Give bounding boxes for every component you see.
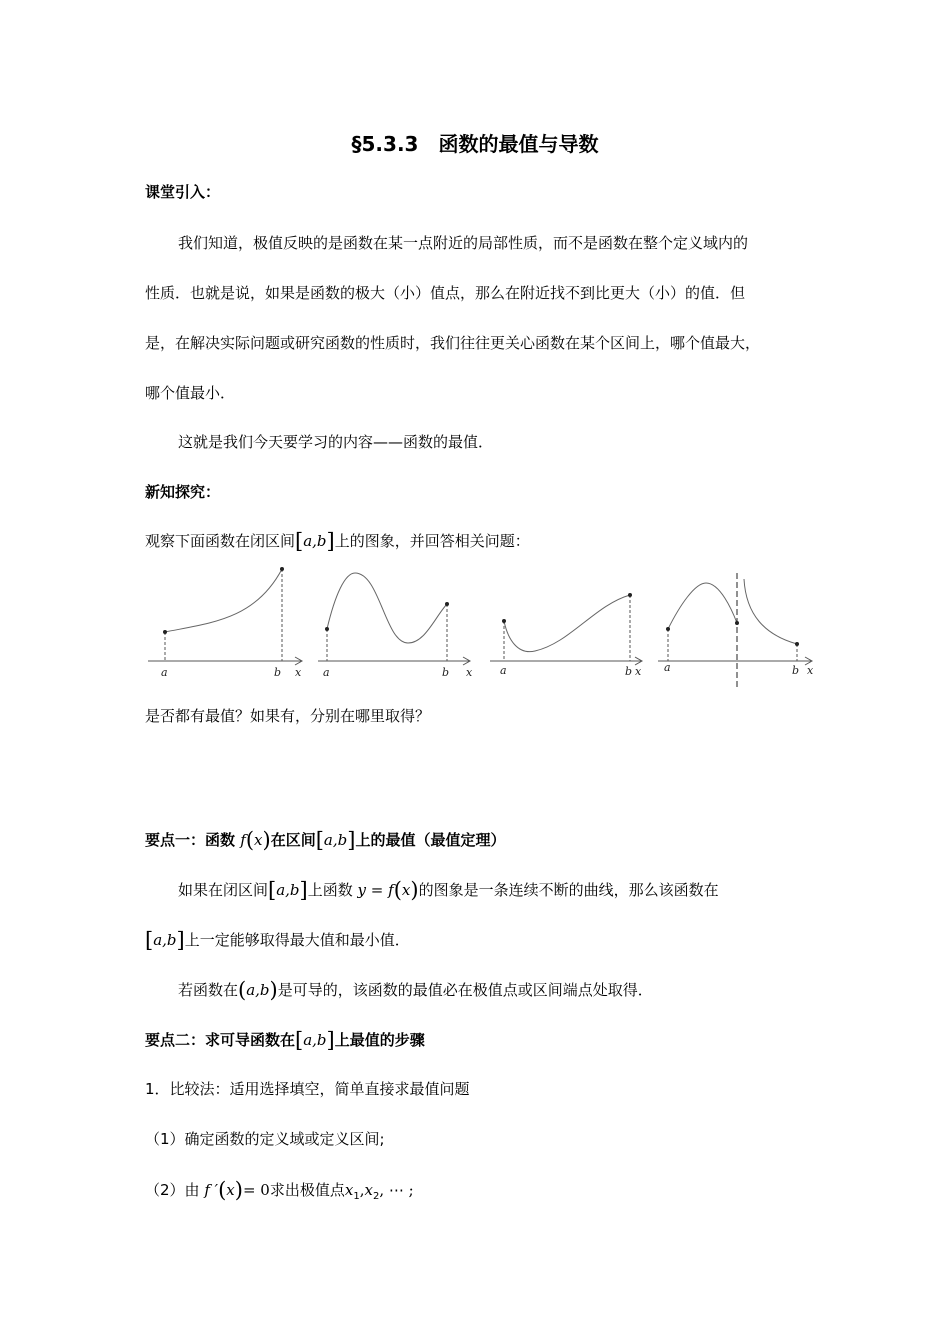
interval-ab: a,b [303, 532, 327, 550]
math-f-prime: f ′ [204, 1181, 219, 1199]
intro-line-3: 是，在解决实际问题或研究函数的性质时，我们往往更关心函数在某个区间上，哪个值最大， [145, 334, 761, 352]
interval-ab: a,b [153, 931, 177, 949]
point2-step-1: （1）确定函数的定义域或定义区间; [145, 1130, 385, 1148]
right-bracket: ] [326, 1028, 335, 1052]
observe-line [145, 527, 530, 551]
right-paren: ) [269, 978, 278, 1002]
graph3-label-x: x [635, 665, 642, 678]
right-paren: ) [410, 878, 419, 902]
graph3-point-a [502, 619, 506, 623]
point1-heading-pre: 要点一：函数 [145, 831, 236, 849]
point2-step-2 [145, 1176, 414, 1202]
graph4-label-x: x [807, 664, 814, 677]
graph4-point-disc [735, 621, 739, 625]
math-x: x [254, 831, 263, 849]
graph1-label-a: a [161, 666, 168, 679]
point1-line-2 [145, 926, 410, 950]
left-bracket: [ [315, 828, 324, 852]
page-title: §5.3.3 函数的最值与导数 [351, 132, 599, 156]
math-eq-zero: = 0 [242, 1181, 270, 1199]
left-paren: ( [245, 828, 255, 852]
graph2-label-a: a [323, 666, 330, 679]
graph3-label-a: a [500, 664, 507, 677]
graph2-curve [327, 573, 447, 643]
point2-step2-pre: （2）由 [145, 1181, 200, 1199]
point2-heading-pre: 要点二：求可导函数在 [145, 1031, 296, 1049]
observe-pre-text: 观察下面函数在闭区间 [145, 532, 296, 550]
intro-heading: 课堂引入： [145, 183, 221, 201]
comma: , [359, 1181, 365, 1199]
point1-line3-pre: 若函数在 [178, 981, 239, 999]
point2-step2-mid: 求出极值点 [269, 1181, 345, 1199]
graph3-label-b: b [625, 665, 633, 678]
right-paren: ) [262, 828, 271, 852]
graph4-label-b: b [792, 664, 800, 677]
point1-line1-post: 的图象是一条连续不断的曲线，那么该函数在 [418, 881, 719, 899]
point1-line2-post: 上一定能够取得最大值和最小值． [184, 931, 410, 949]
graph4-point-b [795, 642, 799, 646]
ellipsis: , ⋯ ; [379, 1181, 414, 1199]
graph3-point-b [628, 593, 632, 597]
point2-heading [145, 1026, 425, 1050]
interval-ab: a,b [276, 881, 300, 899]
left-paren: ( [238, 978, 247, 1002]
observe-post-text: 上的图象，并回答相关问题： [334, 532, 530, 550]
graph1-point-b [280, 567, 284, 571]
intro-line-4: 哪个值最小． [145, 384, 236, 402]
math-x: x [401, 881, 411, 899]
graph1-curve [165, 569, 282, 632]
point1-line-1 [178, 876, 719, 900]
graph4-curve-left [668, 583, 737, 629]
interval-ab: a,b [303, 1031, 327, 1049]
math-f: f [240, 831, 246, 849]
point1-line3-post: 是可导的，该函数的最值必在极值点或区间端点处取得． [277, 981, 653, 999]
right-bracket: ] [176, 928, 185, 952]
point1-line1-pre: 如果在闭区间 [178, 881, 269, 899]
math-y-eq-f: y = f [357, 881, 394, 899]
graph4-curve-right [744, 579, 797, 644]
point1-heading-mid: 在区间 [270, 831, 316, 849]
left-paren: ( [393, 878, 402, 902]
explore-question: 是否都有最值？如果有，分别在哪里取得？ [145, 707, 431, 725]
function-graphs-figure [140, 565, 830, 695]
left-bracket: [ [268, 878, 277, 902]
graph2-label-x: x [466, 666, 473, 679]
point1-heading [145, 826, 505, 850]
point1-heading-post: 上的最值（最值定理） [355, 831, 506, 849]
right-bracket: ] [347, 828, 356, 852]
right-bracket: ] [326, 529, 335, 553]
intro-line-5: 这就是我们今天要学习的内容——函数的最值． [178, 433, 494, 451]
graph2-point-a [325, 627, 329, 631]
point2-item-1: 1．比较法：适用选择填空，简单直接求最值问题 [145, 1080, 470, 1098]
graph4-point-a [666, 627, 670, 631]
left-bracket: [ [145, 928, 154, 952]
graph1-label-b: b [274, 666, 282, 679]
point1-line-3 [178, 976, 653, 1000]
left-bracket: [ [295, 529, 304, 553]
left-bracket: [ [295, 1028, 304, 1052]
left-paren: ( [218, 1178, 227, 1202]
math-x1: x [344, 1181, 354, 1199]
graph2-point-b [445, 602, 449, 606]
interval-ab: a,b [323, 831, 348, 849]
intro-line-2: 性质．也就是说，如果是函数的极大（小）值点，那么在附近找不到比更大（小）的值．但 [145, 284, 746, 302]
subscript-2: 2 [372, 1191, 380, 1202]
point2-heading-post: 上最值的步骤 [334, 1031, 425, 1049]
graph2-label-b: b [442, 666, 450, 679]
math-x2: x [364, 1181, 373, 1199]
graph4-label-a: a [664, 661, 671, 674]
graph1-point-a [163, 630, 167, 634]
interval-ab: a,b [246, 981, 270, 999]
math-x: x [226, 1181, 235, 1199]
point1-line1-mid: 上函数 [307, 881, 353, 899]
intro-line-1: 我们知道，极值反映的是函数在某一点附近的局部性质，而不是函数在整个定义域内的 [178, 234, 749, 252]
right-paren: ) [234, 1178, 243, 1202]
subscript-1: 1 [353, 1191, 360, 1202]
graph3-curve [504, 595, 630, 652]
graph1-label-x: x [295, 666, 302, 679]
explore-heading: 新知探究： [145, 483, 221, 501]
right-bracket: ] [299, 878, 308, 902]
